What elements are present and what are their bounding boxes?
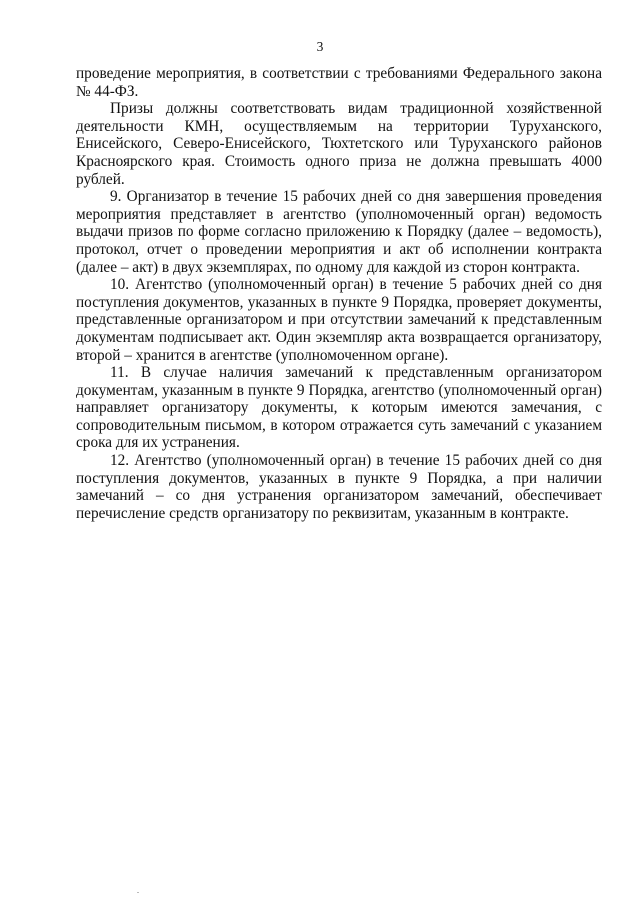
scan-speck — [137, 892, 139, 893]
paragraph-item-11: 11. В случае наличия замечаний к представленным организатором документам, указанным в пункте 9 Порядка, агентство (уполномоченный орган) направляет организатору документы, к которым имеются замечания, с сопроводительным письмом, в котором отражается суть замечаний с указанием срока для их устранения. — [76, 364, 602, 452]
paragraph-continuation: проведение мероприятия, в соответствии с требованиями Федерального закона № 44-ФЗ. — [76, 65, 602, 100]
paragraph-item-10: 10. Агентство (уполномоченный орган) в течение 5 рабочих дней со дня поступления документов, указанных в пункте 9 Порядка, проверяет документы, представленные организатором и при отсутствии замечаний к представленным документам подписывает акт. Один экземпляр акта возвращается организатору, второй – хранится в агентстве (уполномоченном органе). — [76, 276, 602, 364]
paragraph-item-9: 9. Организатор в течение 15 рабочих дней со дня завершения проведения мероприятия представляет в агентство (уполномоченный орган) ведомость выдачи призов по форме согласно приложению к Порядку (далее – ведомость), протокол, отчет о проведении мероприятия и акт об исполнении контракта (далее – акт) в двух экземплярах, по одному для каждой из сторон контракта. — [76, 188, 602, 276]
document-body — [76, 65, 602, 522]
page-number: 3 — [316, 39, 324, 54]
paragraph-prizes: Призы должны соответствовать видам традиционной хозяйственной деятельности КМН, осуществляемым на территории Туруханского, Енисейского, Северо-Енисейского, Тюхтетского или Туруханского районов Красноярского края. Стоимость одного приза не должна превышать 4000 рублей. — [76, 100, 602, 188]
paragraph-item-12: 12. Агентство (уполномоченный орган) в течение 15 рабочих дней со дня поступления документов, указанных в пункте 9 Порядка, а при наличии замечаний – со дня устранения организатором замечаний, обеспечивает перечисление средств организатору по реквизитам, указанным в контракте. — [76, 452, 602, 522]
